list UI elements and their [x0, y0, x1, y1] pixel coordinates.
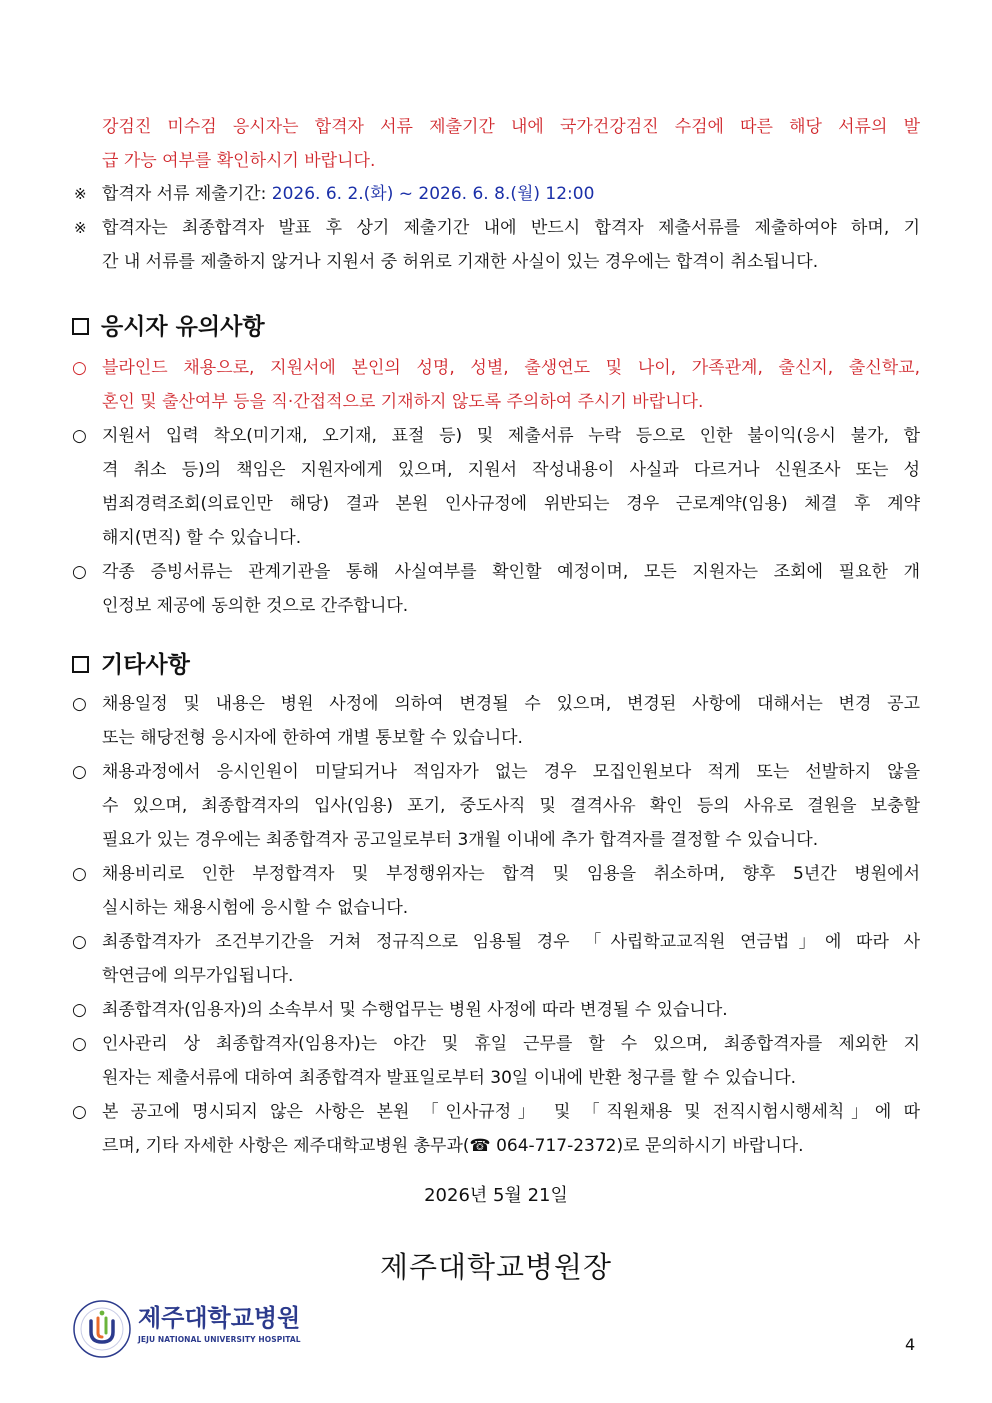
list-item-line: 격 취소 등)의 책임은 지원자에게 있으며, 지원서 작성내용이 사실과 다르거나 신원조사 또는 성	[102, 460, 920, 480]
list-item-line: 혼인 및 출산여부 등을 직·간접적으로 기재하지 않도록 주의하여 주시기 바랍니다.	[102, 392, 704, 412]
page-number: 4	[905, 1335, 916, 1354]
list-item-line: 범죄경력조회(의료인만 해당) 결과 본원 인사규정에 위반되는 경우 근로계약(임용) 체결 후 계약	[102, 494, 920, 514]
list-bullet-icon: ○	[72, 1102, 87, 1122]
hospital-emblem-icon	[72, 1299, 132, 1359]
notice-line: 합격자는 최종합격자 발표 후 상기 제출기간 내에 반드시 합격자 제출서류를 제출하여야 하며, 기	[102, 218, 920, 238]
list-item-line: 필요가 있는 경우에는 최종합격자 공고일로부터 3개월 이내에 추가 합격자를 결정할 수 있습니다.	[102, 830, 819, 850]
list-item-line: 원자는 제출서류에 대하여 최종합격자 발표일로부터 30일 이내에 반환 청구를 할 수 있습니다.	[102, 1068, 797, 1088]
list-bullet-icon: ○	[72, 358, 87, 378]
list-item-line: 각종 증빙서류는 관계기관을 통해 사실여부를 확인할 예정이며, 모든 지원자는 조회에 필요한 개	[102, 562, 920, 582]
list-bullet-icon: ○	[72, 426, 87, 446]
submission-period-value: 2026. 6. 2.(화) ~ 2026. 6. 8.(월) 12:00	[271, 184, 595, 204]
checkbox-square-icon	[72, 318, 89, 335]
list-bullet-icon: ○	[72, 694, 87, 714]
checkbox-square-icon	[72, 656, 89, 673]
submission-period	[102, 183, 594, 205]
notice-line: 강검진 미수검 응시자는 합격자 서류 제출기간 내에 국가건강검진 수검에 따른 해당 서류의 발	[102, 117, 920, 137]
list-bullet-icon: ○	[72, 762, 87, 782]
list-item-line: 실시하는 채용시험에 응시할 수 없습니다.	[102, 898, 409, 918]
list-item-line: 학연금에 의무가입됩니다.	[102, 966, 294, 986]
reference-mark: ※	[74, 219, 87, 237]
list-item-line: 채용일정 및 내용은 병원 사정에 의하여 변경될 수 있으며, 변경된 사항에 대해서는 변경 공고	[102, 694, 920, 714]
announcement-date: 2026년 5월 21일	[424, 1185, 568, 1206]
signature-title: 제주대학교병원장	[379, 1250, 613, 1284]
list-item-line: 지원서 입력 착오(미기재, 오기재, 표절 등) 및 제출서류 누락 등으로 인한 불이익(응시 불가, 합	[102, 426, 920, 446]
list-item-line: 르며, 기타 자세한 사항은 제주대학교병원 총무과(☎ 064-717-2372)로 문의하시기 바랍니다.	[102, 1136, 804, 1156]
hospital-logo	[72, 1299, 312, 1361]
list-bullet-icon: ○	[72, 1000, 87, 1020]
notice-line: 간 내 서류를 제출하지 않거나 지원서 중 허위로 기재한 사실이 있는 경우에는 합격이 취소됩니다.	[102, 252, 819, 272]
list-item-line: 인사관리 상 최종합격자(임용자)는 야간 및 휴일 근무를 할 수 있으며, 최종합격자를 제외한 지	[102, 1034, 920, 1054]
hospital-logo-subtitle: JEJU NATIONAL UNIVERSITY HOSPITAL	[138, 1335, 301, 1344]
section-heading-applicant-notes	[72, 312, 265, 342]
list-bullet-icon: ○	[72, 864, 87, 884]
list-item-line: 해지(면직) 할 수 있습니다.	[102, 528, 302, 548]
list-bullet-icon: ○	[72, 1034, 87, 1054]
list-item-line: 수 있으며, 최종합격자의 입사(임용) 포기, 중도사직 및 결격사유 확인 등의 사유로 결원을 보충할	[102, 796, 920, 816]
section-heading-other-matters	[72, 650, 190, 680]
list-item-line: 또는 해당전형 응시자에 한하여 개별 통보할 수 있습니다.	[102, 728, 523, 748]
list-item-line: 채용과정에서 응시인원이 미달되거나 적임자가 없는 경우 모집인원보다 적게 또는 선발하지 않을	[102, 762, 920, 782]
hospital-logo-name: 제주대학교병원	[138, 1304, 301, 1332]
section-title: 기타사항	[101, 652, 190, 678]
list-bullet-icon: ○	[72, 562, 87, 582]
list-item-line: 채용비리로 인한 부정합격자 및 부정행위자는 합격 및 임용을 취소하며, 향후 5년간 병원에서	[102, 864, 920, 884]
submission-period-label: 합격자 서류 제출기간:	[102, 184, 272, 204]
list-item-line: 인정보 제공에 동의한 것으로 간주합니다.	[102, 596, 409, 616]
list-item-line: 블라인드 채용으로, 지원서에 본인의 성명, 성별, 출생연도 및 나이, 가족관계, 출신지, 출신학교,	[102, 358, 920, 378]
section-title: 응시자 유의사항	[101, 314, 265, 340]
list-item-line: 본 공고에 명시되지 않은 사항은 본원 「인사규정」 및 「직원채용 및 전직시험시행세칙」에 따	[102, 1102, 920, 1122]
notice-line: 급 가능 여부를 확인하시기 바랍니다.	[102, 151, 376, 171]
reference-mark: ※	[74, 185, 87, 203]
list-item-line: 최종합격자가 조건부기간을 거쳐 정규직으로 임용될 경우 「사립학교교직원 연금법」에 따라 사	[102, 932, 920, 952]
list-bullet-icon: ○	[72, 932, 87, 952]
list-item-line: 최종합격자(임용자)의 소속부서 및 수행업무는 병원 사정에 따라 변경될 수 있습니다.	[102, 1000, 728, 1020]
